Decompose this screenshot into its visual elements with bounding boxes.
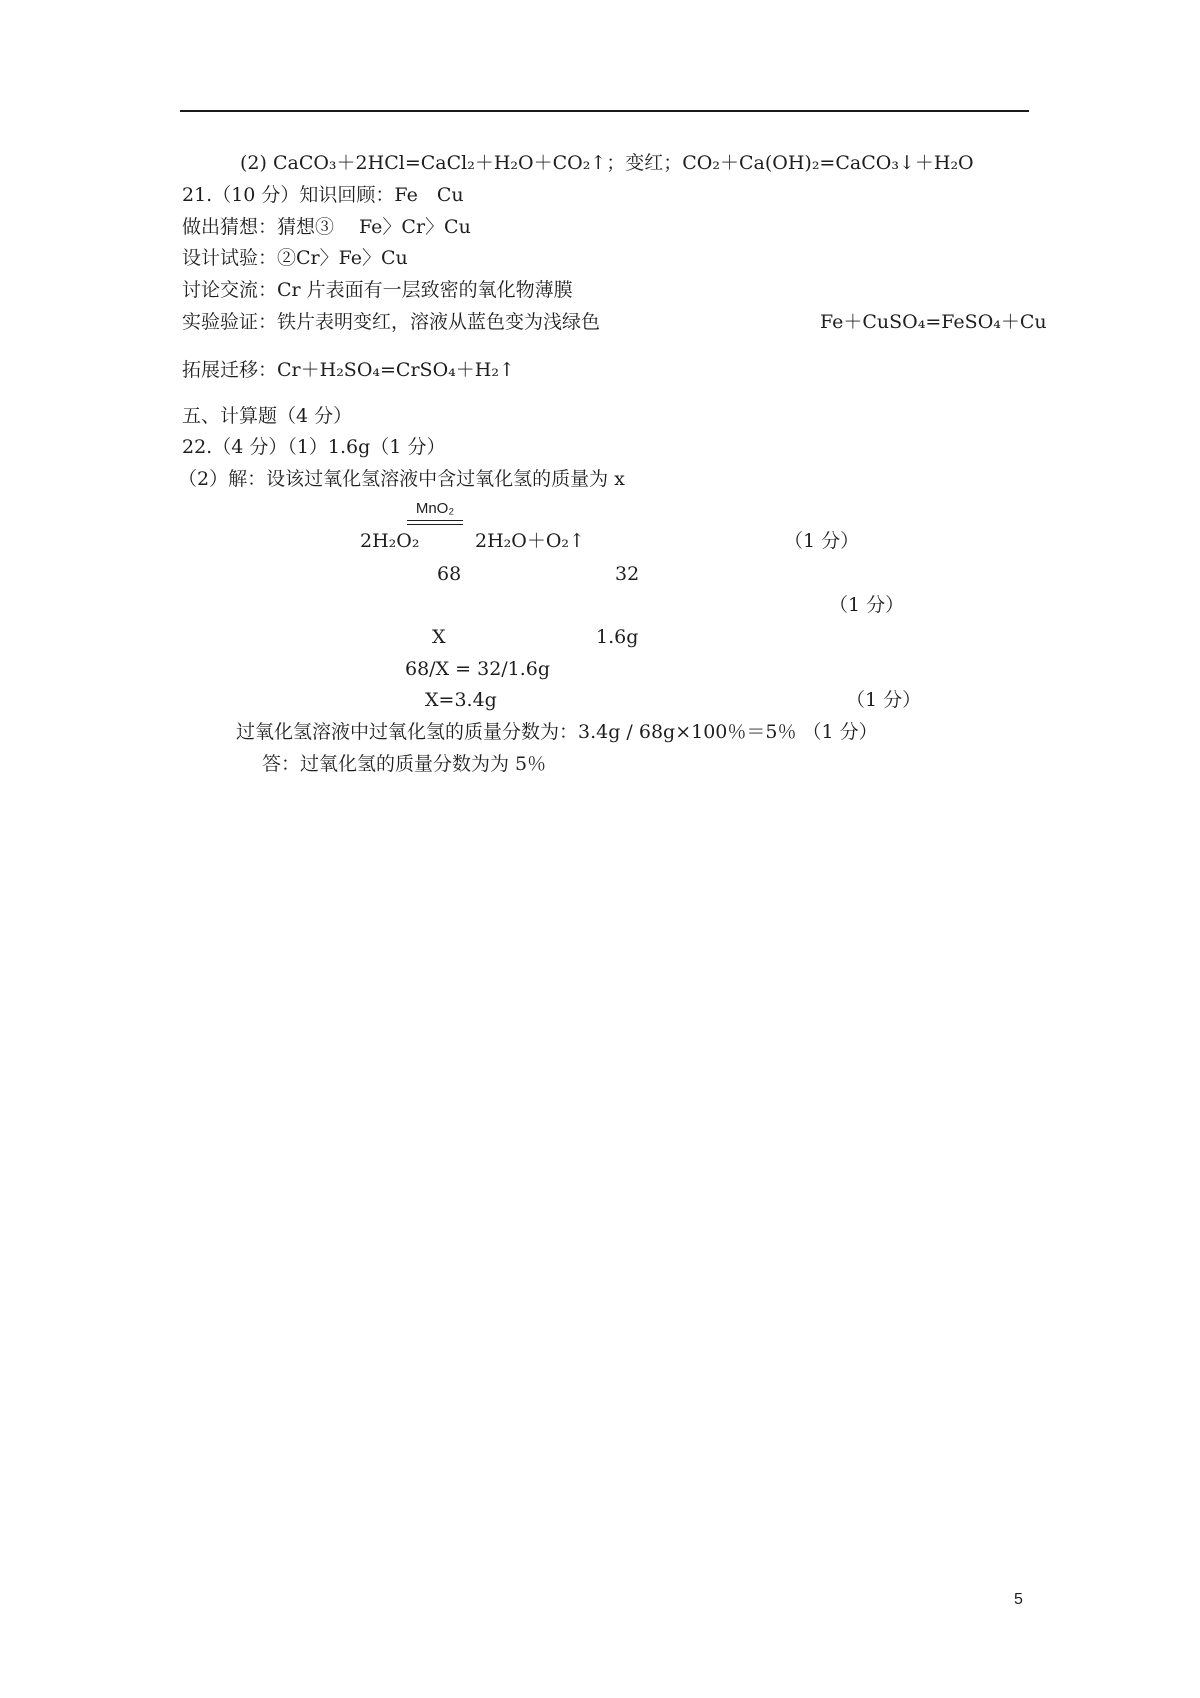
mass-fraction: 过氧化氢溶液中过氧化氢的质量分数为：3.4g / 68g×100％＝5％ （1 分） <box>236 721 878 743</box>
page-number: 5 <box>1014 1591 1023 1608</box>
q21-title: 21.（10 分）知识回顾：Fe Cu <box>182 184 464 206</box>
proportion: 68/X = 32/1.6g <box>405 658 551 680</box>
score-ratio: （1 分） <box>829 594 905 616</box>
q21-verify: 实验验证：铁片表明变红，溶液从蓝色变为浅绿色 <box>182 311 601 333</box>
score-result: （1 分） <box>846 689 922 711</box>
q21-extend: 拓展迁移：Cr＋H₂SO₄=CrSO₄＋H₂↑ <box>182 359 515 381</box>
score-equation: （1 分） <box>784 530 860 552</box>
mass-reactant: 68 <box>437 563 462 585</box>
final-answer: 答：过氧化氢的质量分数为为 5％ <box>262 753 547 775</box>
q22-title: 22.（4 分）（1）1.6g（1 分） <box>182 436 446 458</box>
q21-guess: 做出猜想：猜想③ Fe〉Cr〉Cu <box>182 216 471 238</box>
reaction-equals-line-bottom <box>407 524 463 525</box>
reaction-equals-line-top <box>407 520 463 521</box>
result: X=3.4g <box>425 689 497 711</box>
catalyst-label: MnO₂ <box>415 500 455 517</box>
unknown-mass: X <box>432 626 446 648</box>
known-mass: 1.6g <box>596 626 639 648</box>
header-rule <box>180 110 1029 112</box>
q21-verify-equation: Fe＋CuSO₄=FeSO₄＋Cu <box>820 311 1047 333</box>
q21-discuss: 讨论交流：Cr 片表面有一层致密的氧化物薄膜 <box>182 279 573 301</box>
q22-solution-intro: （2）解：设该过氧化氢溶液中含过氧化氢的质量为 x <box>178 468 625 490</box>
reactant-formula: 2H₂O₂ <box>360 530 420 552</box>
q20-part2-answer: (2) CaCO₃＋2HCl=CaCl₂＋H₂O＋CO₂↑；变红；CO₂＋Ca(OH)₂=CaCO₃↓＋H₂O <box>240 152 974 174</box>
section5-heading: 五、计算题（4 分） <box>182 405 353 427</box>
mass-product: 32 <box>615 563 640 585</box>
q21-design: 设计试验：②Cr〉Fe〉Cu <box>182 247 408 269</box>
product-formula: 2H₂O＋O₂↑ <box>475 530 585 552</box>
